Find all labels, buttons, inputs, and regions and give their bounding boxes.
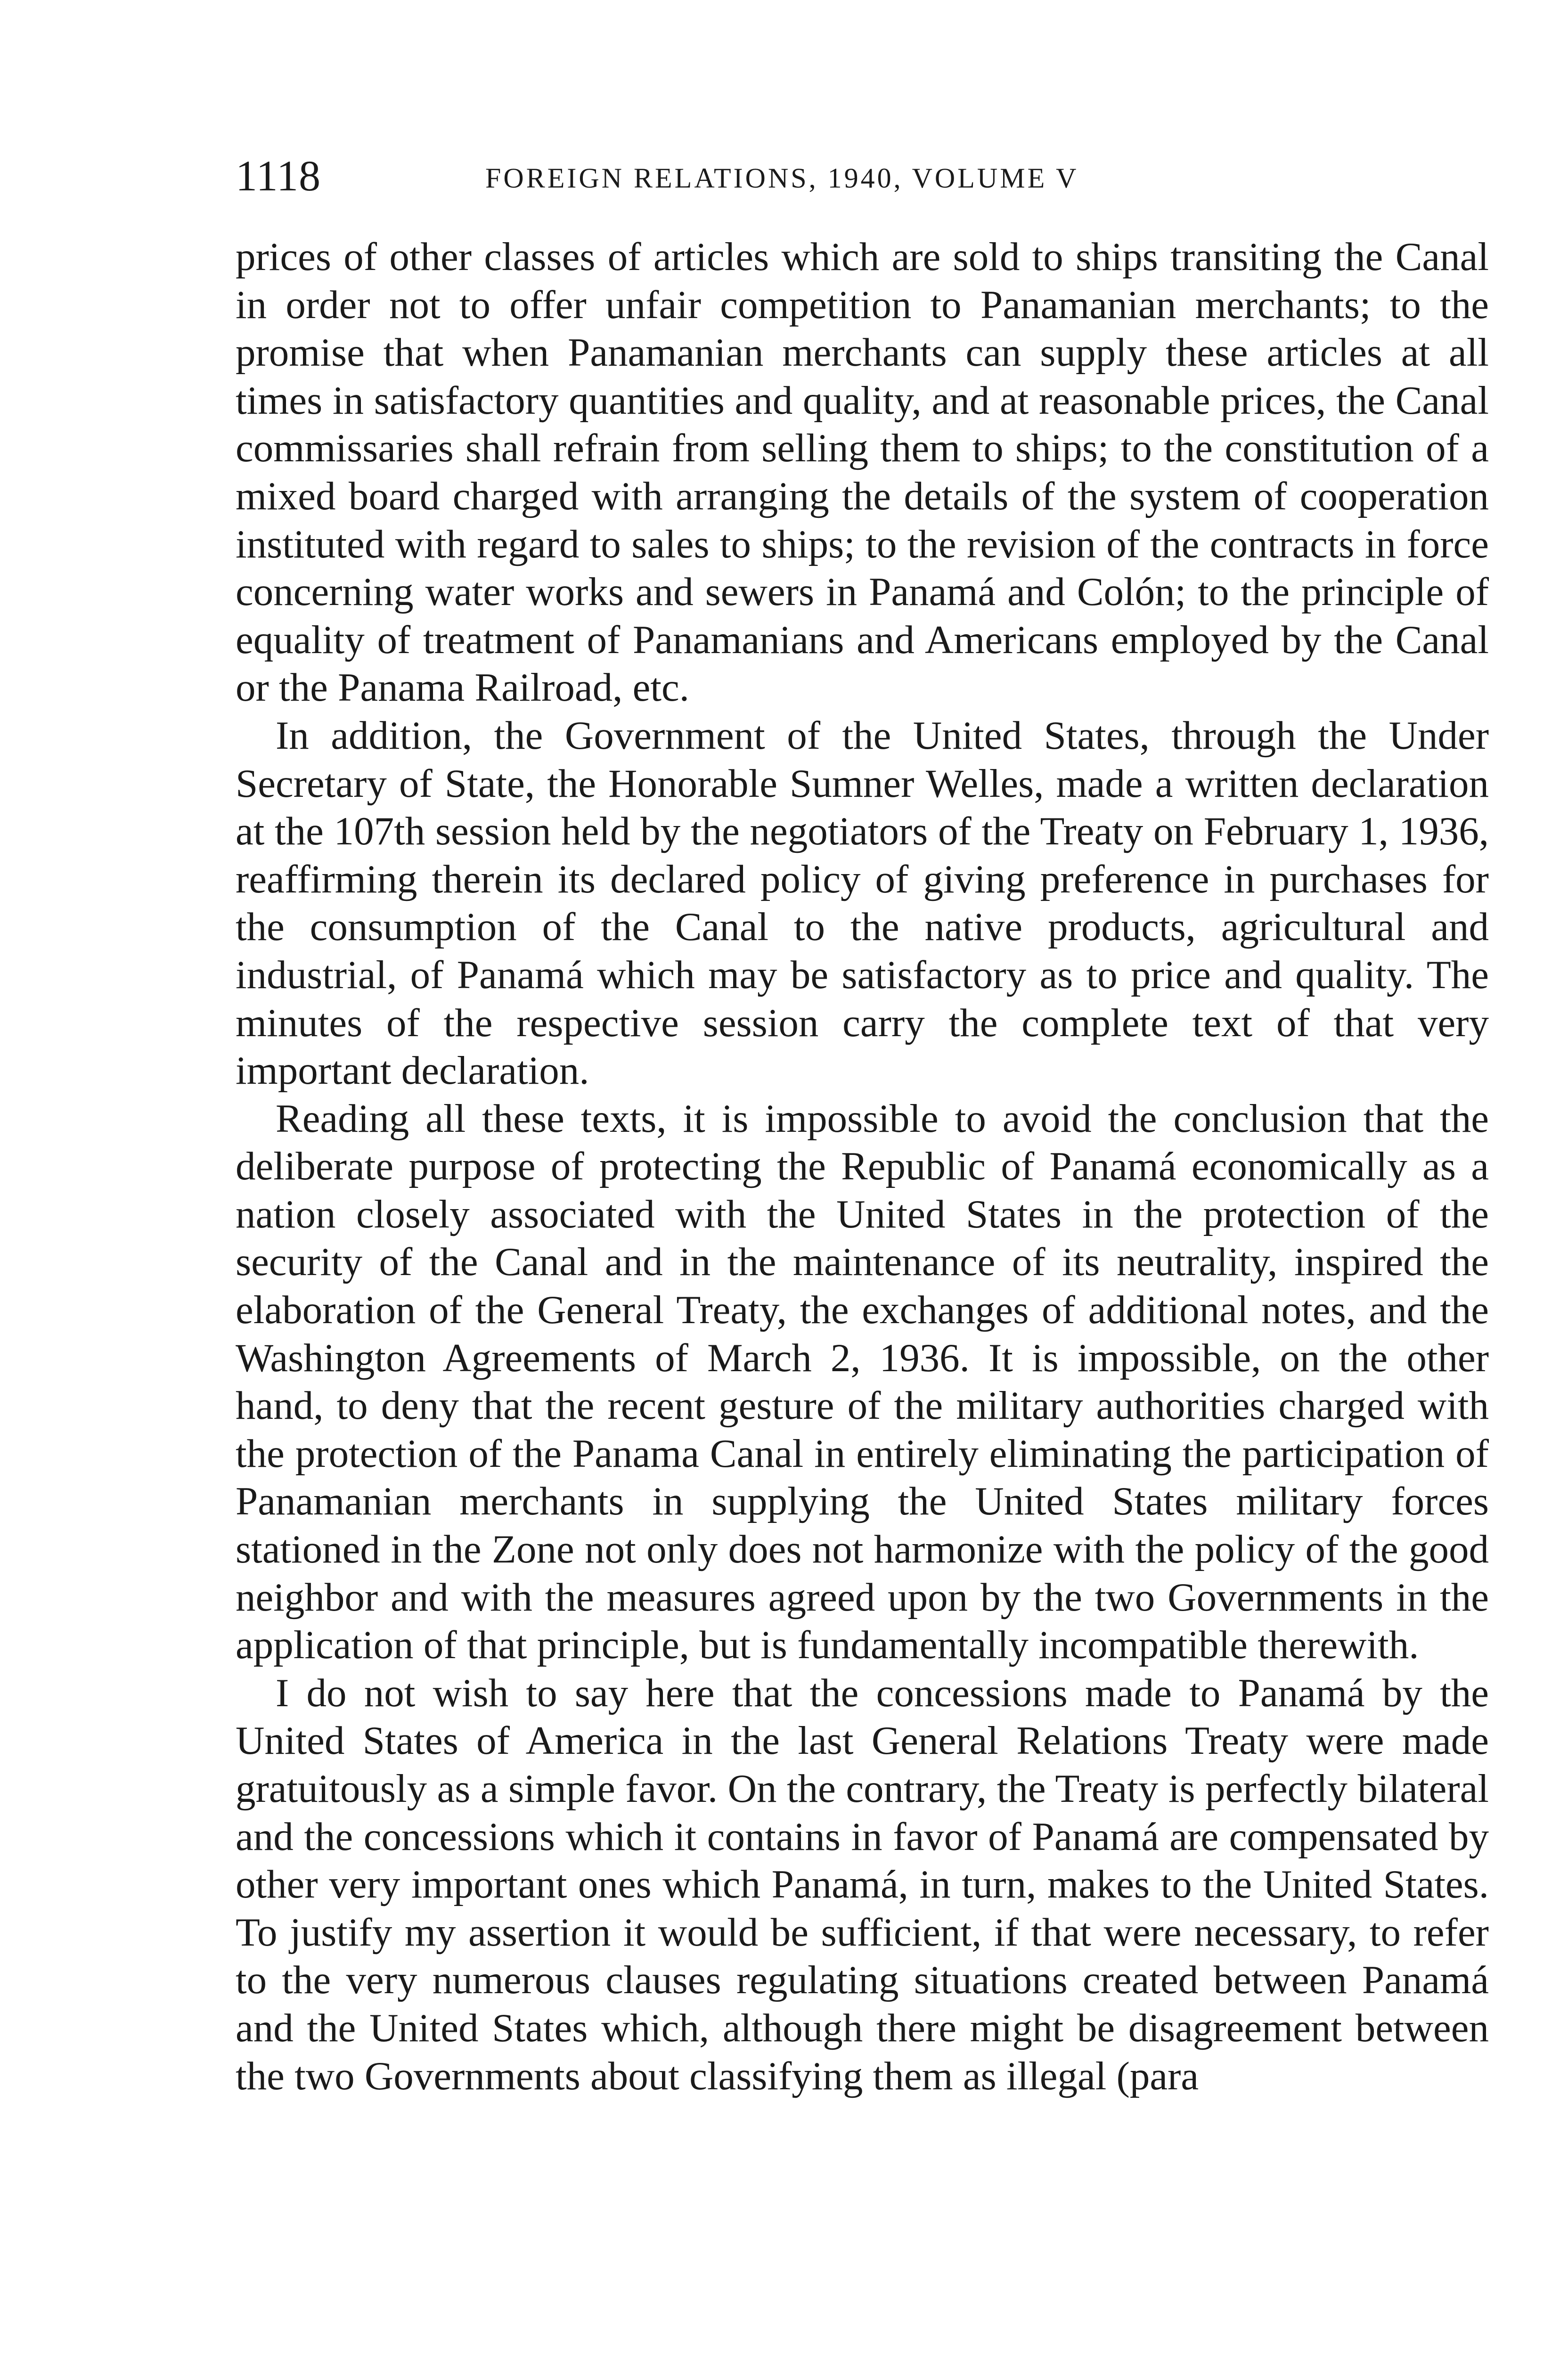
page-header [236,150,1489,202]
document-page [236,0,1489,2356]
page-number: 1118 [236,152,321,200]
paragraph: Reading all these texts, it is impossible to avoid the conclusion that the deliberate purpose of protecting the Republic of Panamá economically as a nation closely associated with the United States in the protection of the security of the Canal and in the maintenance of its neutrality, inspired the elaboration of the General Treaty, the exchanges of additional notes, and the Washington Agreements of March 2, 1936. It is impossible, on the other hand, to deny that the recent gesture of the military authorities charged with the protection of the Panama Canal in entirely eliminating the participation of Panamanian merchants in supplying the United States military forces stationed in the Zone not only does not harmonize with the policy of the good neighbor and with the measures agreed upon by the two Governments in the application of that principle, but is fundamentally incompatible therewith. [236,1096,1489,1668]
body-text [236,233,1489,2100]
paragraph: In addition, the Government of the United States, through the Under Secretary of State, the Honorable Sumner Welles, made a written declaration at the 107th session held by the negotiators of the Treaty on February 1, 1936, reaffirming therein its declared policy of giving preference in purchases for the consumption of the Canal to the native products, agricultural and industrial, of Panamá which may be satisfactory as to price and quality. The minutes of the respective session carry the complete text of that very important declaration. [236,713,1489,1093]
paragraph: I do not wish to say here that the concessions made to Panamá by the United States of America in the last General Relations Treaty were made gratuitously as a simple favor. On the contrary, the Treaty is perfectly bilateral and the concessions which it contains in favor of Panamá are compensated by other very important ones which Panamá, in turn, makes to the United States. To justify my assertion it would be sufficient, if that were necessary, to refer to the very numerous clauses regulating situations created between Panamá and the United States which, although there might be disagreement between the two Governments about classifying them as illegal (para [236,1670,1489,2098]
running-head: FOREIGN RELATIONS, 1940, VOLUME V [485,163,1079,194]
paragraph-continued: prices of other classes of articles which are sold to ships transiting the Canal in order not to offer unfair competition to Panamanian merchants; to the promise that when Panamanian merchants can supply these articles at all times in satisfactory quantities and quality, and at reasonable prices, the Canal commissaries shall refrain from selling them to ships; to the constitution of a mixed board charged with arranging the details of the system of cooperation instituted with regard to sales to ships; to the revision of the contracts in force concerning water works and sewers in Panamá and Colón; to the principle of equality of treatment of Panamanians and Americans employed by the Canal or the Panama Railroad, etc. [236,235,1489,710]
